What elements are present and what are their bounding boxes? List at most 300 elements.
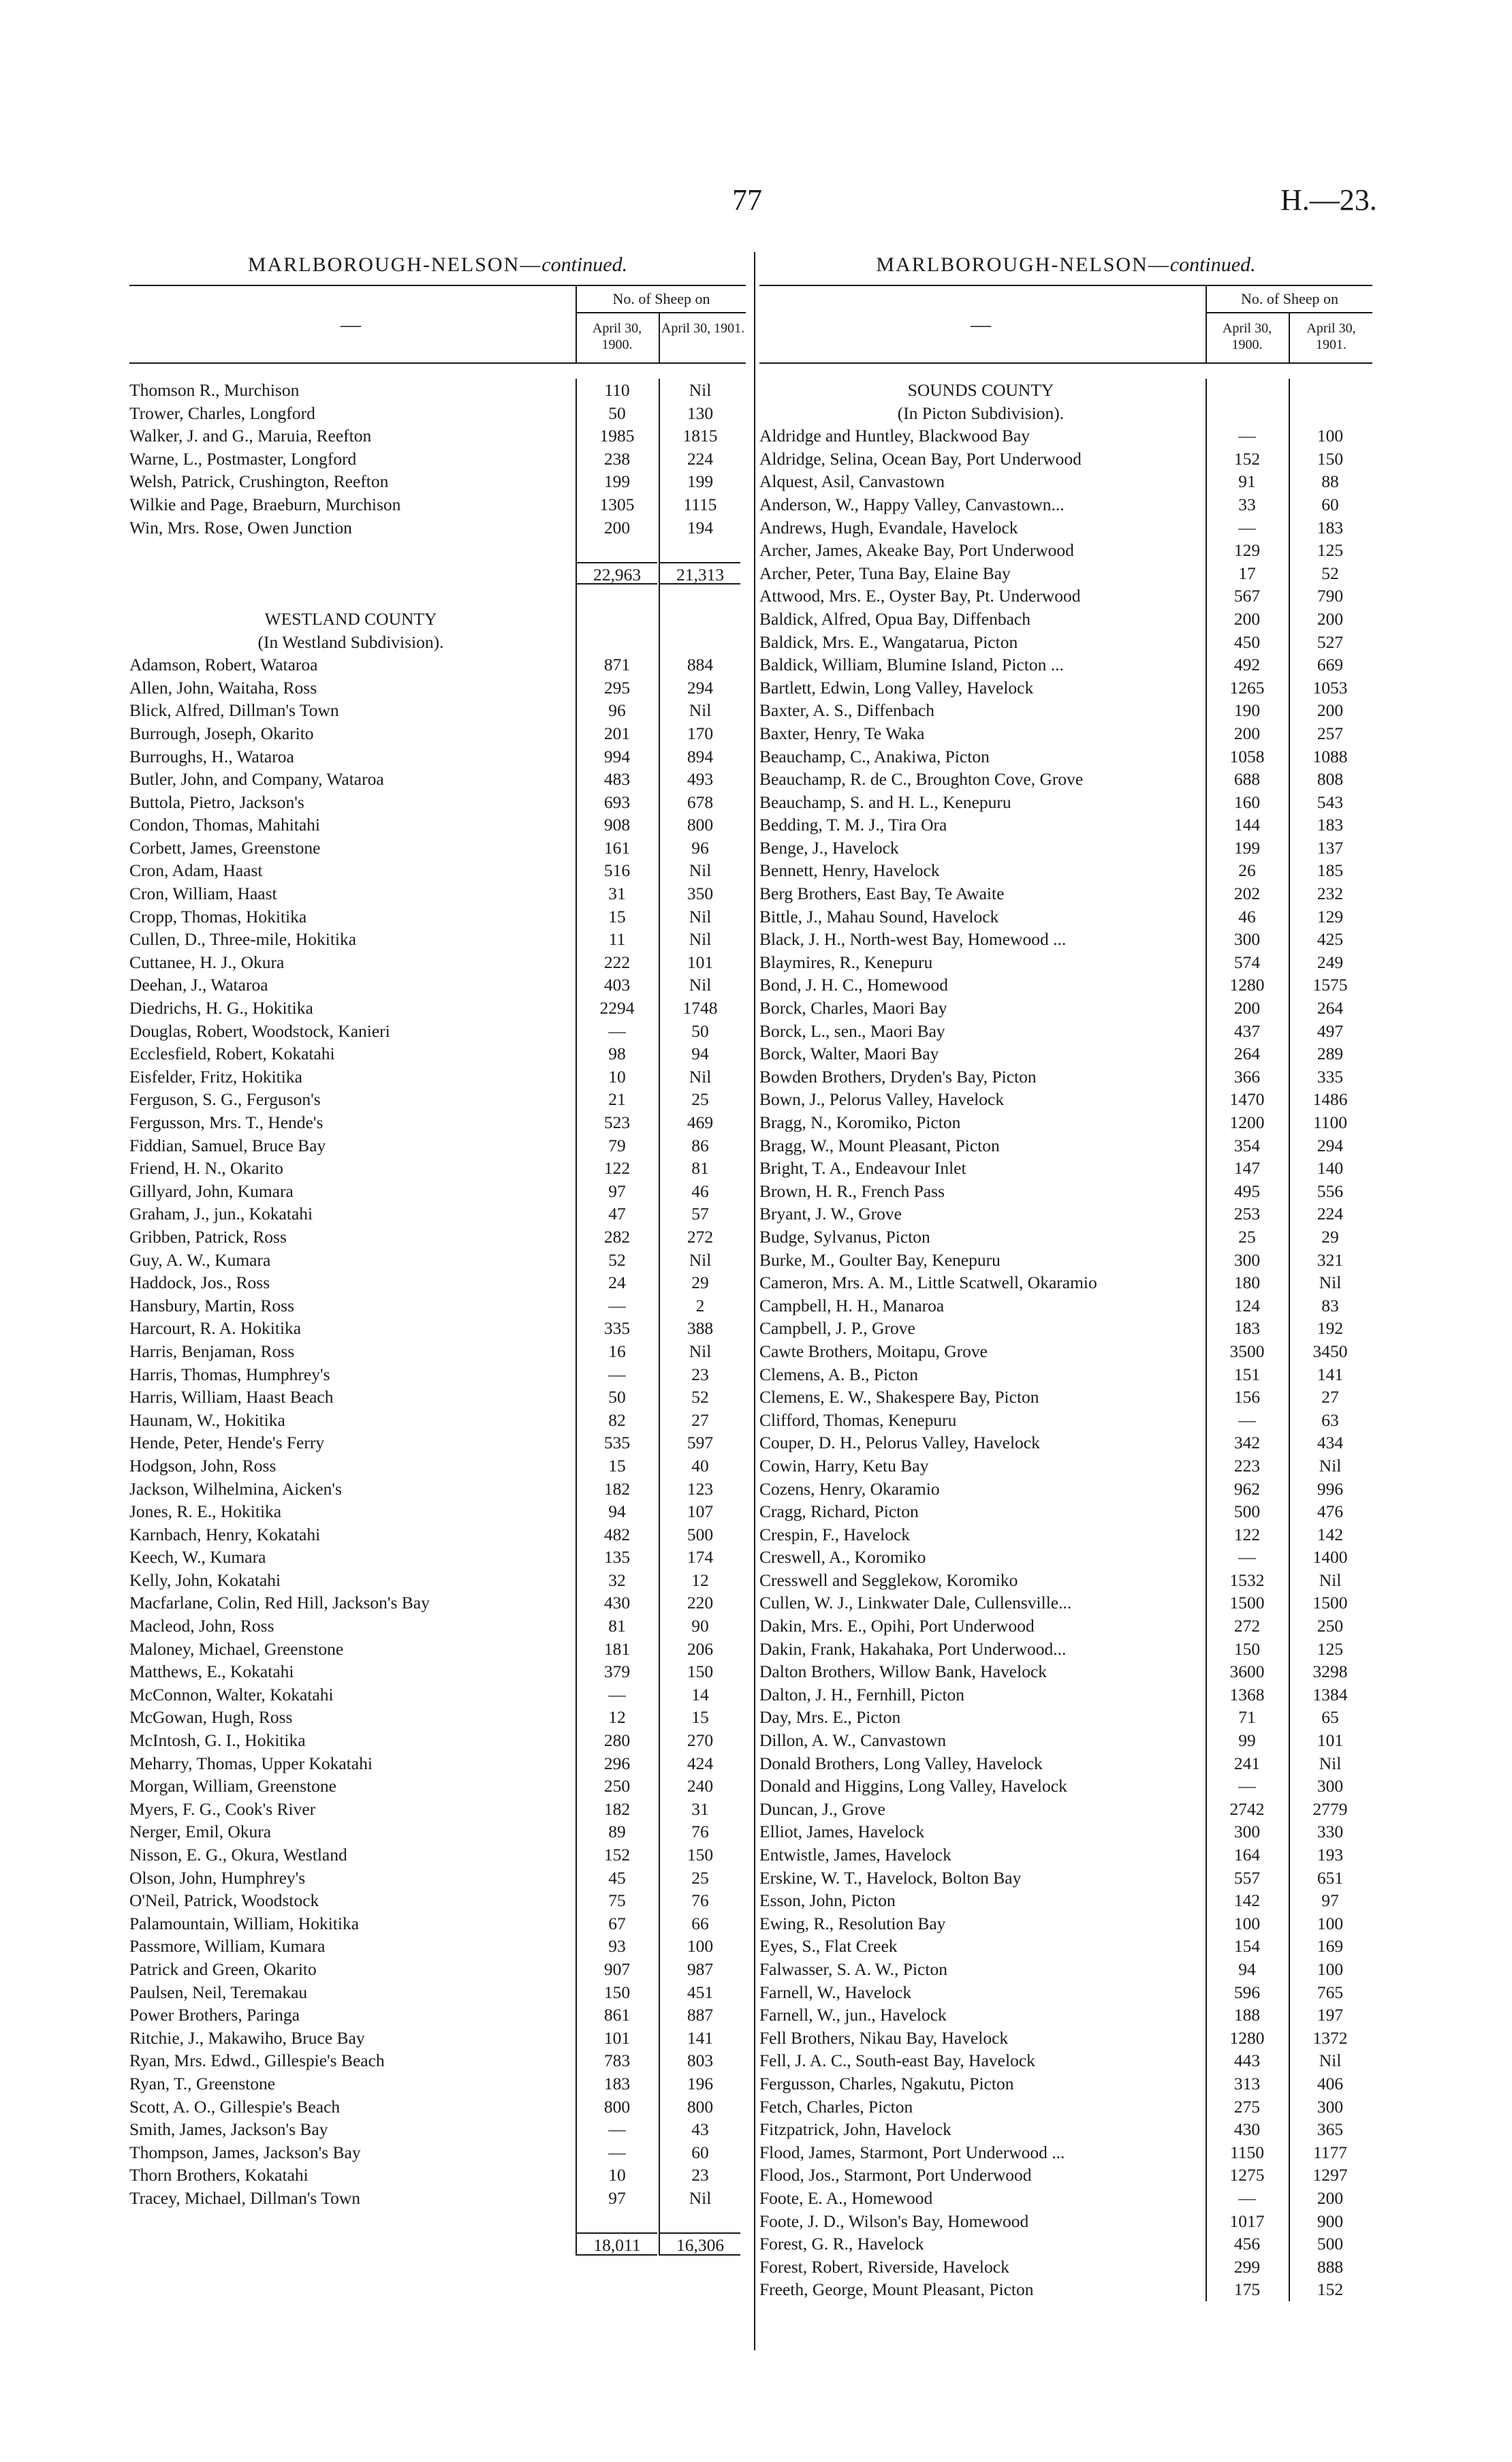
sheep-1900: 523 (576, 1111, 657, 1134)
sheep-1900: 800 (576, 2095, 657, 2119)
sheep-1900: 161 (576, 837, 657, 860)
table-row (129, 1546, 746, 1569)
sheep-1900: 147 (1206, 1157, 1287, 1180)
sheep-1900: 1500 (1206, 1591, 1287, 1615)
sheep-1901: 100 (1289, 1958, 1370, 1981)
empty-cell (576, 585, 657, 608)
owner-name: Warne, L., Postmaster, Longford (129, 448, 357, 469)
sheep-1900: 45 (576, 1867, 657, 1890)
sheep-1900: 1532 (1206, 1569, 1287, 1592)
table-row (759, 837, 1372, 860)
sheep-1901: 96 (659, 837, 740, 860)
sheep-1901: 140 (1289, 1157, 1370, 1180)
sheep-1901: Nil (659, 1249, 740, 1272)
sheep-1901: 1100 (1289, 1111, 1370, 1134)
owner-name: Baldick, Mrs. E., Wangatarua, Picton (759, 632, 1018, 652)
sheep-1900: 379 (576, 1660, 657, 1683)
owner-name: Bragg, W., Mount Pleasant, Picton (759, 1135, 1000, 1155)
owner-name: Fergusson, Mrs. T., Hende's (129, 1112, 324, 1132)
owner-name: Jones, R. E., Hokitika (129, 1501, 282, 1522)
sheep-1901: 137 (1289, 837, 1370, 860)
table-row (129, 1935, 746, 1958)
owner-name: Dillon, A. W., Canvastown (759, 1730, 947, 1751)
table-row (759, 1386, 1372, 1409)
sheep-1901: 100 (659, 1935, 740, 1958)
sheep-1900: 33 (1206, 493, 1287, 516)
sheep-1900: 144 (1206, 813, 1287, 837)
table-row (129, 1454, 746, 1478)
sheep-1900: 175 (1206, 2278, 1287, 2301)
owner-name: Eisfelder, Fritz, Hokitika (129, 1066, 302, 1087)
sheep-1901: 94 (659, 1042, 740, 1065)
sheep-1901: 220 (659, 1591, 740, 1615)
table-row (759, 768, 1372, 791)
owner-name: Adamson, Robert, Wataroa (129, 655, 318, 675)
sheep-1901: 800 (659, 2095, 740, 2119)
owner-name: Burroughs, H., Wataroa (129, 746, 294, 766)
sheep-1901: 289 (1289, 1042, 1370, 1065)
empty-cell (1206, 402, 1287, 425)
owner-name: Bennett, Henry, Havelock (759, 860, 940, 881)
sheep-1901: 1297 (1289, 2164, 1370, 2187)
owner-name: Campbell, J. P., Grove (759, 1318, 915, 1339)
sheep-1900: 567 (1206, 585, 1287, 608)
sheep-1900: 299 (1206, 2256, 1287, 2279)
sheep-1900: 456 (1206, 2232, 1287, 2256)
owner-name: Nerger, Emil, Okura (129, 1822, 272, 1842)
sheep-1901: 63 (1289, 1409, 1370, 1432)
sheep-1901: 2 (659, 1294, 740, 1318)
sheep-1900: 180 (1206, 1271, 1287, 1294)
sheep-1901: 52 (659, 1386, 740, 1409)
table-row (129, 1569, 746, 1592)
sheep-1901: 294 (659, 676, 740, 700)
sheep-1901: Nil (1289, 1454, 1370, 1478)
sheep-1900: 238 (576, 448, 657, 471)
owner-name: Deehan, J., Wataroa (129, 975, 268, 995)
owner-name: Guy, A. W., Kumara (129, 1249, 271, 1270)
table-row (759, 1706, 1372, 1729)
sheep-1901: 365 (1289, 2118, 1370, 2141)
table-row (759, 1340, 1372, 1363)
owner-name: Paulsen, Neil, Teremakau (129, 1982, 308, 2002)
sheep-1901: 556 (1289, 1180, 1370, 1203)
sheep-1901: 194 (659, 516, 740, 540)
owner-name: Cragg, Richard, Picton (759, 1501, 919, 1522)
sheep-1900: 783 (576, 2049, 657, 2072)
sheep-1901: 250 (1289, 1615, 1370, 1638)
sheep-1900: 79 (576, 1134, 657, 1157)
sheep-1900: 15 (576, 1454, 657, 1478)
owner-name: Condon, Thomas, Mahitahi (129, 815, 321, 835)
sheep-1901: 257 (1289, 722, 1370, 745)
owner-name: Fell, J. A. C., South-east Bay, Havelock (759, 2051, 1035, 2071)
owner-name: Wilkie and Page, Braeburn, Murchison (129, 494, 401, 514)
sheep-1901: 90 (659, 1615, 740, 1638)
sheep-1900: 272 (1206, 1615, 1287, 1638)
left-section-title: MARLBOROUGH-NELSON—continued. (247, 253, 628, 276)
sheep-1901: 150 (659, 1843, 740, 1867)
sheep-1901: 169 (1289, 1935, 1370, 1958)
table-row (759, 493, 1372, 516)
table-row (759, 973, 1372, 997)
sheep-1900: — (1206, 1409, 1287, 1432)
sheep-1901: 996 (1289, 1478, 1370, 1501)
sheep-1900: — (576, 1363, 657, 1386)
owner-name: Dakin, Mrs. E., Opihi, Port Underwood (759, 1616, 1035, 1636)
section-heading (129, 608, 746, 631)
sheep-1900: 282 (576, 1226, 657, 1249)
table-row (759, 1615, 1372, 1638)
sheep-1900: 200 (1206, 997, 1287, 1020)
table-row (129, 1523, 746, 1546)
header-col-1901: April 30, 1901. (659, 313, 746, 362)
sheep-1901: 3298 (1289, 1660, 1370, 1683)
table-row (759, 1294, 1372, 1318)
sheep-1901: 497 (1289, 1020, 1370, 1043)
sheep-1901: 88 (1289, 470, 1370, 493)
table-row (129, 2164, 746, 2187)
table-row (759, 1798, 1372, 1821)
sheep-1901: 232 (1289, 882, 1370, 905)
section-heading-text: SOUNDS COUNTY (907, 380, 1054, 400)
sheep-1901: 1372 (1289, 2027, 1370, 2050)
table-row (759, 882, 1372, 905)
sheep-1901: 800 (659, 813, 740, 837)
sheep-1901: 1088 (1289, 745, 1370, 768)
sheep-1900: 50 (576, 1386, 657, 1409)
sheep-1901: 193 (1289, 1843, 1370, 1867)
owner-name: Gribben, Patrick, Ross (129, 1226, 287, 1247)
table-row (759, 2210, 1372, 2233)
owner-name: Bittle, J., Mahau Sound, Havelock (759, 906, 999, 926)
sheep-1901: 669 (1289, 653, 1370, 676)
owner-name: McConnon, Walter, Kokatahi (129, 1684, 334, 1704)
sheep-1900: 199 (1206, 837, 1287, 860)
sheep-1901: 406 (1289, 2072, 1370, 2095)
sheep-1901: 500 (659, 1523, 740, 1546)
sheep-1901: Nil (659, 699, 740, 722)
sheep-1901: 23 (659, 1363, 740, 1386)
owner-name: Baldick, William, Blumine Island, Picton ... (759, 655, 1064, 675)
table-row (129, 1340, 746, 1363)
owner-name: Butler, John, and Company, Wataroa (129, 769, 384, 790)
owner-name: Douglas, Robert, Woodstock, Kanieri (129, 1020, 390, 1041)
left-table-body (129, 364, 746, 2256)
sheep-1901: 451 (659, 1981, 740, 2004)
owner-name: Erskine, W. T., Havelock, Bolton Bay (759, 1867, 1022, 1888)
sheep-1900: 313 (1206, 2072, 1287, 2095)
sheep-1901: 803 (659, 2049, 740, 2072)
table-row (759, 516, 1372, 540)
table-row (129, 1706, 746, 1729)
owner-name: Tracey, Michael, Dillman's Town (129, 2187, 360, 2208)
table-row (759, 745, 1372, 768)
sheep-1900: 3500 (1206, 1340, 1287, 1363)
table-row (759, 813, 1372, 837)
sheep-1901: 196 (659, 2072, 740, 2095)
owner-name: Ryan, T., Greenstone (129, 2073, 276, 2093)
owner-name: Thompson, James, Jackson's Bay (129, 2142, 361, 2162)
owner-name: Cullen, W. J., Linkwater Dale, Cullensville... (759, 1593, 1072, 1613)
table-row (129, 1088, 746, 1111)
sheep-1900: 26 (1206, 859, 1287, 882)
table-row (759, 1088, 1372, 1111)
sheep-1900: 156 (1206, 1386, 1287, 1409)
table-row (759, 1912, 1372, 1935)
table-row (759, 1591, 1372, 1615)
sheep-1901: 29 (1289, 1226, 1370, 1249)
sheep-1901: 900 (1289, 2210, 1370, 2233)
sheep-1900: 295 (576, 676, 657, 700)
owner-name: Benge, J., Havelock (759, 837, 899, 858)
sheep-1900: 24 (576, 1271, 657, 1294)
sheep-1900: 2294 (576, 997, 657, 1020)
sheep-1901: 790 (1289, 585, 1370, 608)
sheep-1900: 3600 (1206, 1660, 1287, 1683)
table-row (129, 2004, 746, 2027)
owner-name: Matthews, E., Kokatahi (129, 1662, 294, 1682)
table-row (759, 631, 1372, 654)
document-reference: H.—23. (1280, 183, 1377, 217)
owner-name: Walker, J. and G., Maruia, Reefton (129, 426, 372, 446)
sheep-1901: 240 (659, 1775, 740, 1798)
table-row (129, 1180, 746, 1203)
sheep-1900: 342 (1206, 1431, 1287, 1454)
sheep-1900: 100 (1206, 1912, 1287, 1935)
sheep-1900: 67 (576, 1912, 657, 1935)
sheep-1900: 50 (576, 402, 657, 425)
owner-name: Keech, W., Kumara (129, 1547, 266, 1568)
empty-cell (576, 539, 657, 562)
sheep-1900: 183 (576, 2072, 657, 2095)
sheep-1900: 335 (576, 1317, 657, 1340)
owner-name: Cuttanee, H. J., Okura (129, 952, 285, 972)
table-row (129, 1638, 746, 1661)
table-row (759, 424, 1372, 448)
sheep-1901: 100 (1289, 1912, 1370, 1935)
sheep-1900: 437 (1206, 1020, 1287, 1043)
table-row (129, 745, 746, 768)
table-row (129, 1591, 746, 1615)
blank-row (129, 585, 746, 608)
sheep-1900: 1275 (1206, 2164, 1287, 2187)
owner-name: Bedding, T. M. J., Tira Ora (759, 815, 947, 835)
sheep-1901: 272 (659, 1226, 740, 1249)
table-row (129, 1912, 746, 1935)
sheep-1901: 249 (1289, 951, 1370, 974)
sheep-1901: 60 (1289, 493, 1370, 516)
sheep-1901: 597 (659, 1431, 740, 1454)
sheep-1901: 321 (1289, 1249, 1370, 1272)
sheep-1900: 110 (576, 379, 657, 402)
owner-name: Burrough, Joseph, Okarito (129, 723, 314, 743)
sheep-1901: 125 (1289, 1638, 1370, 1661)
sheep-1901: 25 (659, 1088, 740, 1111)
sheep-1901: 150 (1289, 448, 1370, 471)
sheep-1900: 430 (576, 1591, 657, 1615)
sheep-1900: — (1206, 1546, 1287, 1569)
table-row (759, 2118, 1372, 2141)
owner-name: Fetch, Charles, Picton (759, 2096, 913, 2117)
section-heading-text: WESTLAND COUNTY (264, 608, 437, 629)
table-row (129, 1249, 746, 1272)
sheep-1900: 516 (576, 859, 657, 882)
table-row (759, 2232, 1372, 2256)
sheep-1900: 201 (576, 722, 657, 745)
sheep-1900: 18,011 (576, 2232, 657, 2256)
sheep-1900: 688 (1206, 768, 1287, 791)
table-row (129, 516, 746, 540)
empty-cell (576, 631, 657, 654)
sheep-1901: 206 (659, 1638, 740, 1661)
sheep-1900: — (1206, 2187, 1287, 2210)
sheep-1901: 3450 (1289, 1340, 1370, 1363)
owner-name: Creswell, A., Koromiko (759, 1547, 926, 1568)
owner-name: Cresswell and Segglekow, Koromiko (759, 1570, 1018, 1590)
owner-name: Corbett, James, Greenstone (129, 837, 321, 858)
sheep-1900: 1368 (1206, 1683, 1287, 1707)
sheep-1901: Nil (1289, 1271, 1370, 1294)
sheep-1901: Nil (659, 973, 740, 997)
table-row (759, 1226, 1372, 1249)
table-row (129, 1729, 746, 1752)
sheep-1900: — (576, 2141, 657, 2164)
empty-cell (1206, 379, 1287, 402)
sheep-1901: 1384 (1289, 1683, 1370, 1707)
owner-name: Bowden Brothers, Dryden's Bay, Picton (759, 1066, 1037, 1087)
sheep-1900: 1200 (1206, 1111, 1287, 1134)
sheep-1901: 350 (659, 882, 740, 905)
table-row (759, 951, 1372, 974)
sheep-1901: 1053 (1289, 676, 1370, 700)
table-row (129, 2118, 746, 2141)
sheep-1900: 223 (1206, 1454, 1287, 1478)
owner-name: Hodgson, John, Ross (129, 1455, 277, 1476)
sheep-1900: 200 (1206, 722, 1287, 745)
table-row (129, 1867, 746, 1890)
owner-name: Borck, Walter, Maori Bay (759, 1044, 939, 1064)
sheep-1900: 188 (1206, 2004, 1287, 2027)
sheep-1900: 182 (576, 1798, 657, 1821)
owner-name: Farnell, W., Havelock (759, 1982, 912, 2002)
sheep-1900: 22,963 (576, 562, 657, 585)
sheep-1900: 10 (576, 2164, 657, 2187)
table-row (759, 1867, 1372, 1890)
sheep-1900: 300 (1206, 928, 1287, 951)
table-row (129, 2187, 746, 2210)
table-row (759, 722, 1372, 745)
section-heading (759, 402, 1372, 425)
sheep-1900: 150 (1206, 1638, 1287, 1661)
sheep-1900: 82 (576, 1409, 657, 1432)
sheep-1900: 264 (1206, 1042, 1287, 1065)
sheep-1901: 651 (1289, 1867, 1370, 1890)
empty-cell (659, 2210, 740, 2233)
owner-name: Ecclesfield, Robert, Kokatahi (129, 1044, 335, 1064)
owner-name: Clemens, A. B., Picton (759, 1364, 919, 1384)
sheep-1901: 1177 (1289, 2141, 1370, 2164)
owner-name: Campbell, H. H., Manaroa (759, 1295, 945, 1315)
sheep-1901: 29 (659, 1271, 740, 1294)
section-heading (129, 631, 746, 654)
owner-name: Macfarlane, Colin, Red Hill, Jackson's Bay (129, 1593, 430, 1613)
sheep-1900: 535 (576, 1431, 657, 1454)
table-row (759, 1729, 1372, 1752)
sheep-1900: 1280 (1206, 973, 1287, 997)
sheep-1900: 1470 (1206, 1088, 1287, 1111)
sheep-1901: 192 (1289, 1317, 1370, 1340)
sheep-1901: 1815 (659, 424, 740, 448)
sheep-1901: 1575 (1289, 973, 1370, 997)
sheep-1901: 130 (659, 402, 740, 425)
owner-name: Beauchamp, C., Anakiwa, Picton (759, 746, 990, 766)
section-heading (759, 379, 1372, 402)
sheep-1900: 164 (1206, 1843, 1287, 1867)
table-row (759, 2141, 1372, 2164)
sheep-1900: 495 (1206, 1180, 1287, 1203)
owner-name: Archer, James, Akeake Bay, Port Underwood (759, 540, 1074, 561)
owner-name: Thomson R., Murchison (129, 380, 300, 400)
owner-name: Ewing, R., Resolution Bay (759, 1913, 946, 1933)
sheep-1901: Nil (659, 2187, 740, 2210)
table-row (129, 1752, 746, 1775)
table-row (129, 768, 746, 791)
table-row (129, 1226, 746, 1249)
owner-name: Harcourt, R. A. Hokitika (129, 1318, 302, 1339)
owner-name: Baldick, Alfred, Opua Bay, Diffenbach (759, 608, 1030, 629)
owner-name: Graham, J., jun., Kokatahi (129, 1204, 313, 1224)
table-row (759, 1249, 1372, 1272)
sheep-1901: 678 (659, 791, 740, 814)
owner-name: Couper, D. H., Pelorus Valley, Havelock (759, 1433, 1040, 1453)
sheep-1900: 142 (1206, 1889, 1287, 1912)
sheep-1901: 52 (1289, 562, 1370, 585)
table-row (129, 1065, 746, 1089)
owner-name: Haunam, W., Hokitika (129, 1409, 285, 1430)
sheep-1900: 492 (1206, 653, 1287, 676)
table-row (129, 1820, 746, 1843)
sheep-1900: 693 (576, 791, 657, 814)
sheep-1901: 264 (1289, 997, 1370, 1020)
sheep-1900: 15 (576, 905, 657, 929)
empty-cell (1289, 402, 1370, 425)
owner-name: Cron, Adam, Haast (129, 860, 263, 881)
sheep-1900: 154 (1206, 1935, 1287, 1958)
owner-name: Day, Mrs. E., Picton (759, 1707, 901, 1728)
table-row (129, 1042, 746, 1065)
sheep-1901: 300 (1289, 2095, 1370, 2119)
sheep-1900: 91 (1206, 470, 1287, 493)
owner-name: Buttola, Pietro, Jackson's (129, 792, 304, 812)
owner-name: Blick, Alfred, Dillman's Town (129, 700, 339, 721)
table-row (759, 1752, 1372, 1775)
owner-name: Karnbach, Henry, Kokatahi (129, 1524, 321, 1544)
sheep-1901: 170 (659, 722, 740, 745)
sheep-1901: 141 (659, 2027, 740, 2050)
sheep-1901: 57 (659, 1202, 740, 1226)
header-col-1900: April 30, 1900. (1206, 313, 1287, 362)
page-number: 77 (732, 183, 762, 217)
owner-name: Welsh, Patrick, Crushington, Reefton (129, 471, 389, 492)
sheep-1901: 125 (1289, 539, 1370, 562)
sheep-1901: 200 (1289, 2187, 1370, 2210)
sheep-1901: 27 (1289, 1386, 1370, 1409)
sheep-1900: 32 (576, 1569, 657, 1592)
sheep-1900: 135 (576, 1546, 657, 1569)
table-row (129, 2141, 746, 2164)
sheep-1900: 10 (576, 1065, 657, 1089)
